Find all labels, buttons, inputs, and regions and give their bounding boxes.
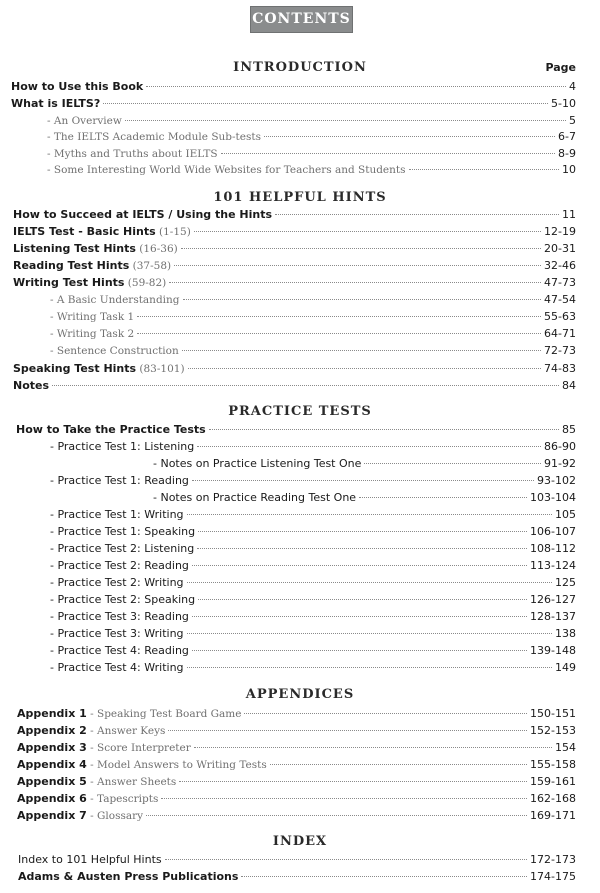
toc-subentry[interactable] [50,291,576,308]
hint-range: (16-36) [135,243,178,255]
entry-label: - Myths and Truths about IELTS [47,148,218,160]
leader-dots [192,650,527,651]
appendices-heading: APPENDICES [245,687,355,702]
toc-subentry[interactable] [50,308,576,325]
entry-page: 5-10 [551,97,576,110]
leader-dots [183,299,542,300]
leader-dots [174,265,541,266]
entry-label: IELTS Test - Basic Hints [13,225,156,238]
leader-dots [197,446,541,447]
entry-label: Speaking Test Hints [13,362,137,375]
leader-dots [168,730,527,731]
entry-label: How to Take the Practice Tests [16,423,206,436]
toc-subentry[interactable] [50,342,576,359]
entry-page: 174-175 [530,870,576,883]
entry-label: - A Basic Understanding [50,294,180,306]
practice-heading: PRACTICE TESTS [228,404,372,419]
toc-subentry[interactable] [47,161,576,178]
appendix-entry[interactable] [17,773,576,790]
leader-dots [137,333,541,334]
practice-test-entry[interactable] [50,506,576,523]
leader-dots [137,316,541,317]
entry-page: 108-112 [530,542,576,555]
practice-test-entry[interactable] [50,438,576,455]
entry-page: 84 [562,379,576,392]
entry-page: 11 [562,208,576,221]
leader-dots [197,548,527,549]
entry-label: Appendix 3 [17,741,87,754]
leader-dots [146,86,566,87]
entry-label: - Practice Test 1: Writing [50,508,184,521]
entry-label: - Notes on Practice Reading Test One [153,491,357,504]
entry-label: - The IELTS Academic Module Sub-tests [47,131,261,143]
toc-subentry[interactable] [47,128,576,145]
practice-test-entry[interactable] [50,540,576,557]
entry-label: How to Use this Book [11,80,144,93]
leader-dots [187,667,552,668]
toc-entry[interactable] [13,223,576,240]
entry-label: - Practice Test 3: Reading [50,610,189,623]
practice-test-entry[interactable] [50,557,576,574]
entry-label: Appendix 5 [17,775,87,788]
entry-page: 32-46 [544,259,576,272]
entry-label: Notes [13,379,50,392]
toc-entry[interactable] [18,851,576,868]
toc-entry[interactable] [13,274,576,291]
practice-test-entry[interactable] [50,574,576,591]
leader-dots [409,169,559,170]
leader-dots [359,497,527,498]
leader-dots [182,350,541,351]
leader-dots [146,815,527,816]
leader-dots [188,368,541,369]
entry-label: Index to 101 Helpful Hints [18,853,162,866]
toc-entry[interactable] [13,377,576,394]
entry-page: 91-92 [544,457,576,470]
entry-label: Adams & Austen Press Publications [18,870,239,883]
practice-test-entry[interactable] [50,608,576,625]
leader-dots [179,781,527,782]
entry-label: - Practice Test 2: Reading [50,559,189,572]
leader-dots [161,798,527,799]
leader-dots [192,565,527,566]
appendix-entry[interactable] [17,722,576,739]
leader-dots [187,633,552,634]
leader-dots [192,616,527,617]
entry-page: 159-161 [530,775,576,788]
entry-label: - Sentence Construction [50,345,179,357]
entry-label: - Practice Test 1: Reading [50,474,189,487]
entry-label: Appendix 1 [17,707,87,720]
entry-label: Appendix 2 [17,724,87,737]
leader-dots [103,103,548,104]
entry-page: 6-7 [558,130,576,143]
entry-page: 20-31 [544,242,576,255]
toc-entry[interactable] [16,421,576,438]
entry-label: - Notes on Practice Listening Test One [153,457,362,470]
entry-label: - Practice Test 2: Writing [50,576,184,589]
leader-dots [194,231,541,232]
leader-dots [275,214,559,215]
practice-test-entry[interactable] [50,591,576,608]
entry-page: 85 [562,423,576,436]
toc-entry[interactable] [13,240,576,257]
leader-dots [364,463,541,464]
leader-dots [241,876,527,877]
entry-page: 169-171 [530,809,576,822]
toc-entry[interactable] [13,257,576,274]
toc-entry[interactable] [18,868,576,885]
leader-dots [270,764,527,765]
entry-page: 138 [555,627,576,640]
entry-page: 154 [555,741,576,754]
entry-page: 155-158 [530,758,576,771]
entry-label: How to Succeed at IELTS / Using the Hints [13,208,273,221]
entry-page: 149 [555,661,576,674]
leader-dots [165,859,527,860]
entry-page: 55-63 [544,310,576,323]
entry-label: - Practice Test 4: Reading [50,644,189,657]
entry-label: - Some Interesting World Wide Websites for Teachers and Students [47,164,406,176]
leader-dots [198,599,527,600]
entry-page: 106-107 [530,525,576,538]
appendix-entry[interactable] [17,790,576,807]
appendix-title: - Answer Sheets [86,776,177,788]
practice-test-entry[interactable] [50,642,576,659]
entry-label: - Writing Task 2 [50,328,135,340]
toc-entry[interactable] [11,95,576,112]
entry-label: - Practice Test 4: Writing [50,661,184,674]
entry-page: 105 [555,508,576,521]
leader-dots [169,282,541,283]
appendix-title: - Tapescripts [86,793,159,805]
entry-page: 113-124 [530,559,576,572]
entry-page: 103-104 [530,491,576,504]
entry-label: Listening Test Hints [13,242,136,255]
leader-dots [52,385,559,386]
entry-label: - Practice Test 1: Speaking [50,525,196,538]
leader-dots [194,747,552,748]
leader-dots [198,531,527,532]
practice-test-entry[interactable] [50,523,576,540]
practice-test-entry[interactable] [50,659,576,676]
entry-page: 152-153 [530,724,576,737]
practice-test-entry[interactable] [50,472,576,489]
leader-dots [244,713,527,714]
entry-page: 4 [569,80,576,93]
entry-page: 64-71 [544,327,576,340]
toc-entry[interactable] [13,206,576,223]
entry-page: 128-137 [530,610,576,623]
leader-dots [221,153,555,154]
entry-label: - Practice Test 2: Listening [50,542,195,555]
practice-notes-entry[interactable] [153,455,576,472]
entry-page: 162-168 [530,792,576,805]
toc-subentry[interactable] [47,112,576,129]
introduction-heading: INTRODUCTION [233,60,367,75]
appendix-title: - Model Answers to Writing Tests [86,759,267,771]
entry-label: Appendix 7 [17,809,87,822]
entry-page: 126-127 [530,593,576,606]
contents-badge: CONTENTS [250,6,353,33]
entry-page: 5 [569,114,576,127]
appendix-title: - Glossary [86,810,144,822]
practice-test-entry[interactable] [50,625,576,642]
leader-dots [187,514,552,515]
toc-entry[interactable] [13,360,576,377]
practice-notes-entry[interactable] [153,489,576,506]
hint-range: (83-101) [136,363,185,375]
entry-page: 139-148 [530,644,576,657]
hints-heading: 101 HELPFUL HINTS [213,190,387,205]
entry-page: 74-83 [544,362,576,375]
index-heading: INDEX [272,834,328,849]
appendix-title: - Answer Keys [86,725,166,737]
entry-page: 93-102 [537,474,576,487]
appendix-entry[interactable] [17,705,576,722]
leader-dots [187,582,552,583]
hint-range: (1-15) [155,226,191,238]
entry-label: - Practice Test 2: Speaking [50,593,196,606]
entry-label: - Writing Task 1 [50,311,135,323]
entry-page: 86-90 [544,440,576,453]
entry-page: 125 [555,576,576,589]
leader-dots [125,120,566,121]
entry-label: - Practice Test 1: Listening [50,440,195,453]
hint-range: (37-58) [129,260,172,272]
toc-subentry[interactable] [50,325,576,342]
leader-dots [181,248,541,249]
entry-page: 47-54 [544,293,576,306]
entry-label: Appendix 6 [17,792,87,805]
entry-label: What is IELTS? [11,97,101,110]
appendix-entry[interactable] [17,807,576,824]
entry-label: - An Overview [47,115,122,127]
entry-page: 72-73 [544,344,576,357]
appendix-title: - Speaking Test Board Game [86,708,242,720]
entry-page: 172-173 [530,853,576,866]
entry-label: Appendix 4 [17,758,87,771]
appendix-entry[interactable] [17,756,576,773]
leader-dots [209,429,559,430]
appendix-entry[interactable] [17,739,576,756]
leader-dots [192,480,534,481]
entry-page: 10 [562,163,576,176]
hint-range: (59-82) [124,277,167,289]
entry-label: - Practice Test 3: Writing [50,627,184,640]
page-column-header: Page [545,61,576,74]
appendix-title: - Score Interpreter [86,742,191,754]
toc-entry[interactable] [11,78,576,95]
entry-page: 12-19 [544,225,576,238]
entry-label: Reading Test Hints [13,259,130,272]
entry-page: 47-73 [544,276,576,289]
entry-page: 8-9 [558,147,576,160]
leader-dots [264,136,555,137]
toc-subentry[interactable] [47,145,576,162]
entry-label: Writing Test Hints [13,276,125,289]
entry-page: 150-151 [530,707,576,720]
